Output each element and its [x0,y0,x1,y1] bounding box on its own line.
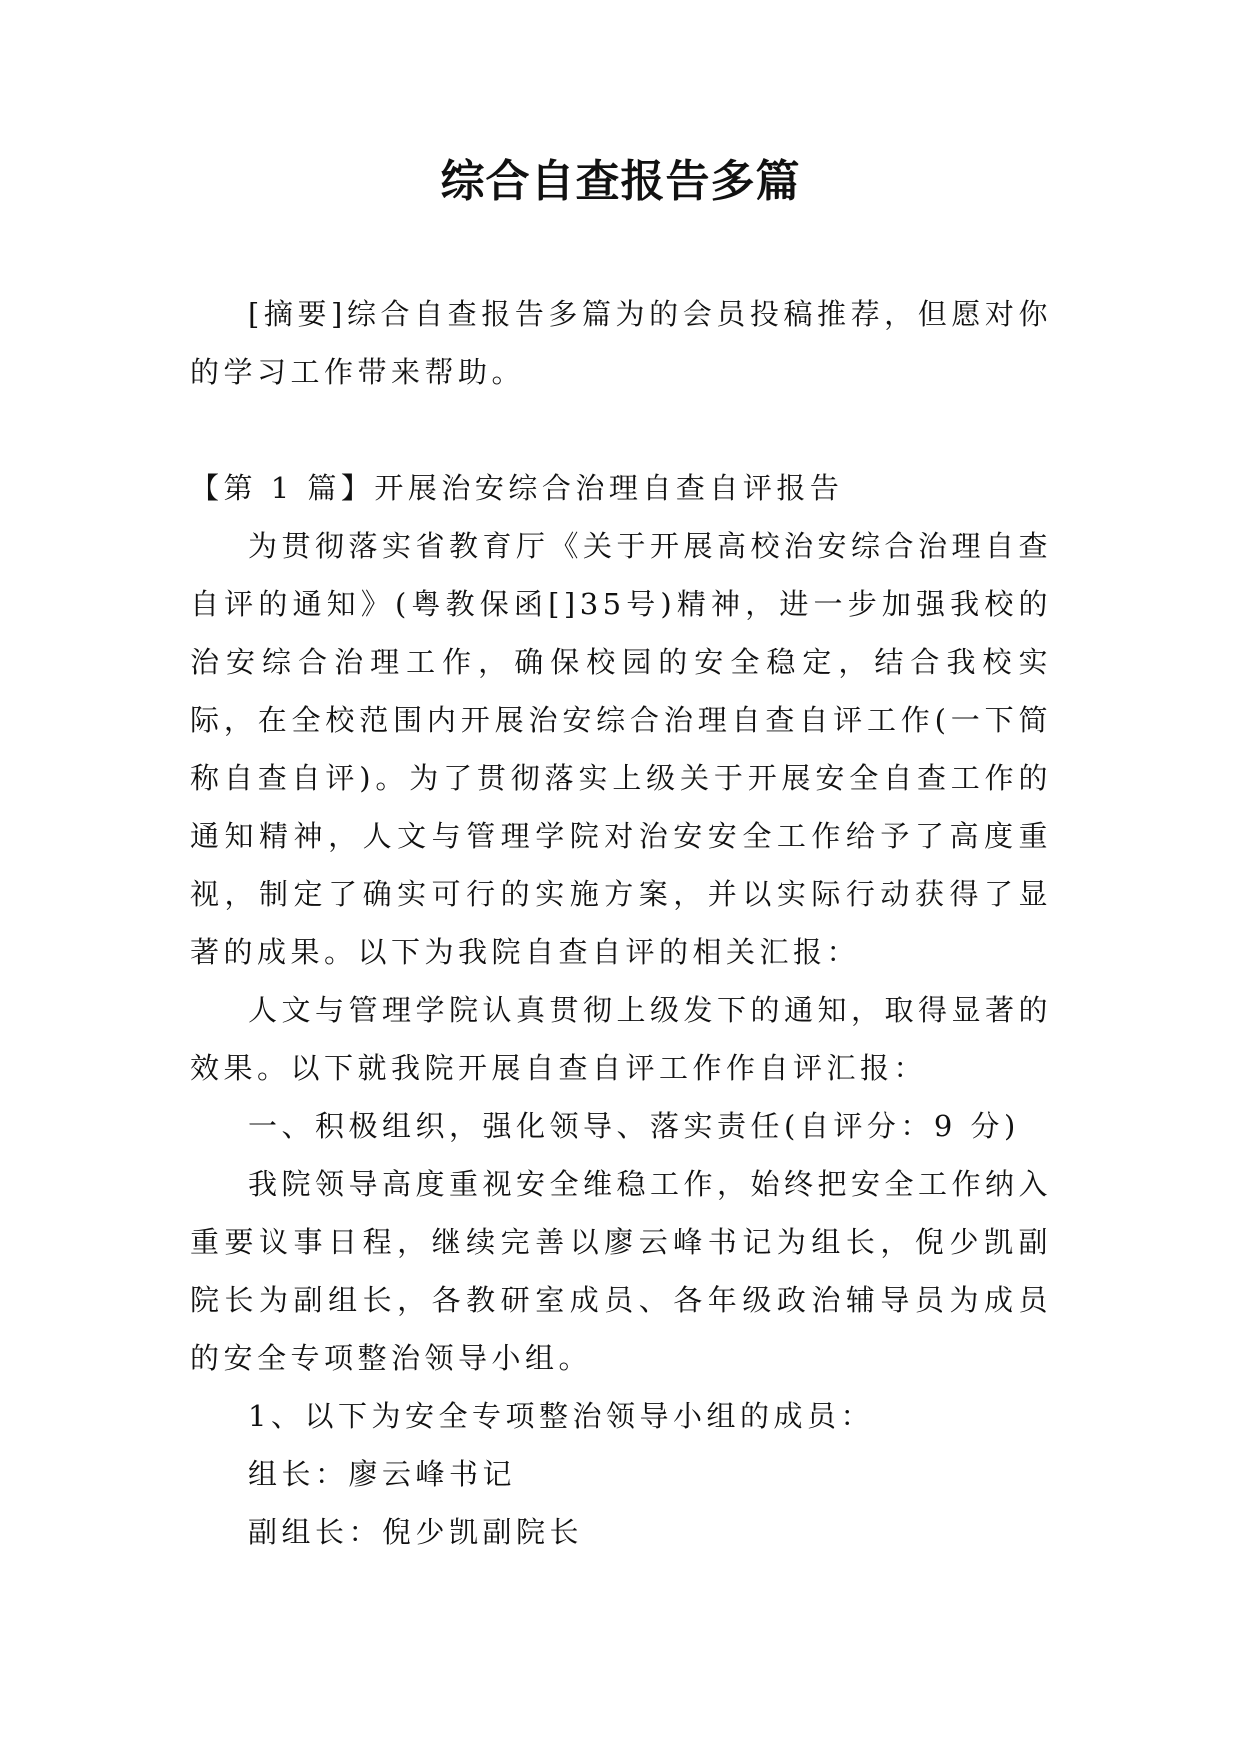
paragraph-effect: 人文与管理学院认真贯彻上级发下的通知，取得显著的效果。以下就我院开展自查自评工作作自评汇报： [190,993,1053,1085]
paragraph-intro: 为贯彻落实省教育厅《关于开展高校治安综合治理自查自评的通知》(粤教保函[]35号)精神，进一步加强我校的治安综合治理工作，确保校园的安全稳定，结合我校实际，在全校范围内开展治安综合治理自查自评工作(一下简称自查自评)。为了贯彻落实上级关于开展安全自查工作的通知精神，人文与管理学院对治安安全工作给予了高度重视，制定了确实可行的实施方案，并以实际行动获得了显著的成果。以下为我院自查自评的相关汇报： [190,529,1053,969]
paragraph-deputy-leader: 副组长：倪少凯副院长 [248,1515,584,1549]
section-heading: 【第 1 篇】开展治安综合治理自查自评报告 [190,471,844,505]
paragraph-leadership: 我院领导高度重视安全维稳工作，始终把安全工作纳入重要议事日程，继续完善以廖云峰书记为组长，倪少凯副院长为副组长，各教研室成员、各年级政治辅导员为成员的安全专项整治领导小组。 [190,1167,1053,1375]
spacer [190,401,1052,459]
abstract-paragraph: [摘要]综合自查报告多篇为的会员投稿推荐，但愿对你的学习工作带来帮助。 [190,297,1052,389]
paragraph-leader: 组长：廖云峰书记 [248,1457,517,1491]
paragraph-section-one: 一、积极组织，强化领导、落实责任(自评分：9 分) [248,1109,1020,1143]
document-title: 综合自查报告多篇 [440,156,801,207]
paragraph-members-intro: 1、以下为安全专项整治领导小组的成员： [248,1399,874,1433]
document-body [190,285,1052,1561]
